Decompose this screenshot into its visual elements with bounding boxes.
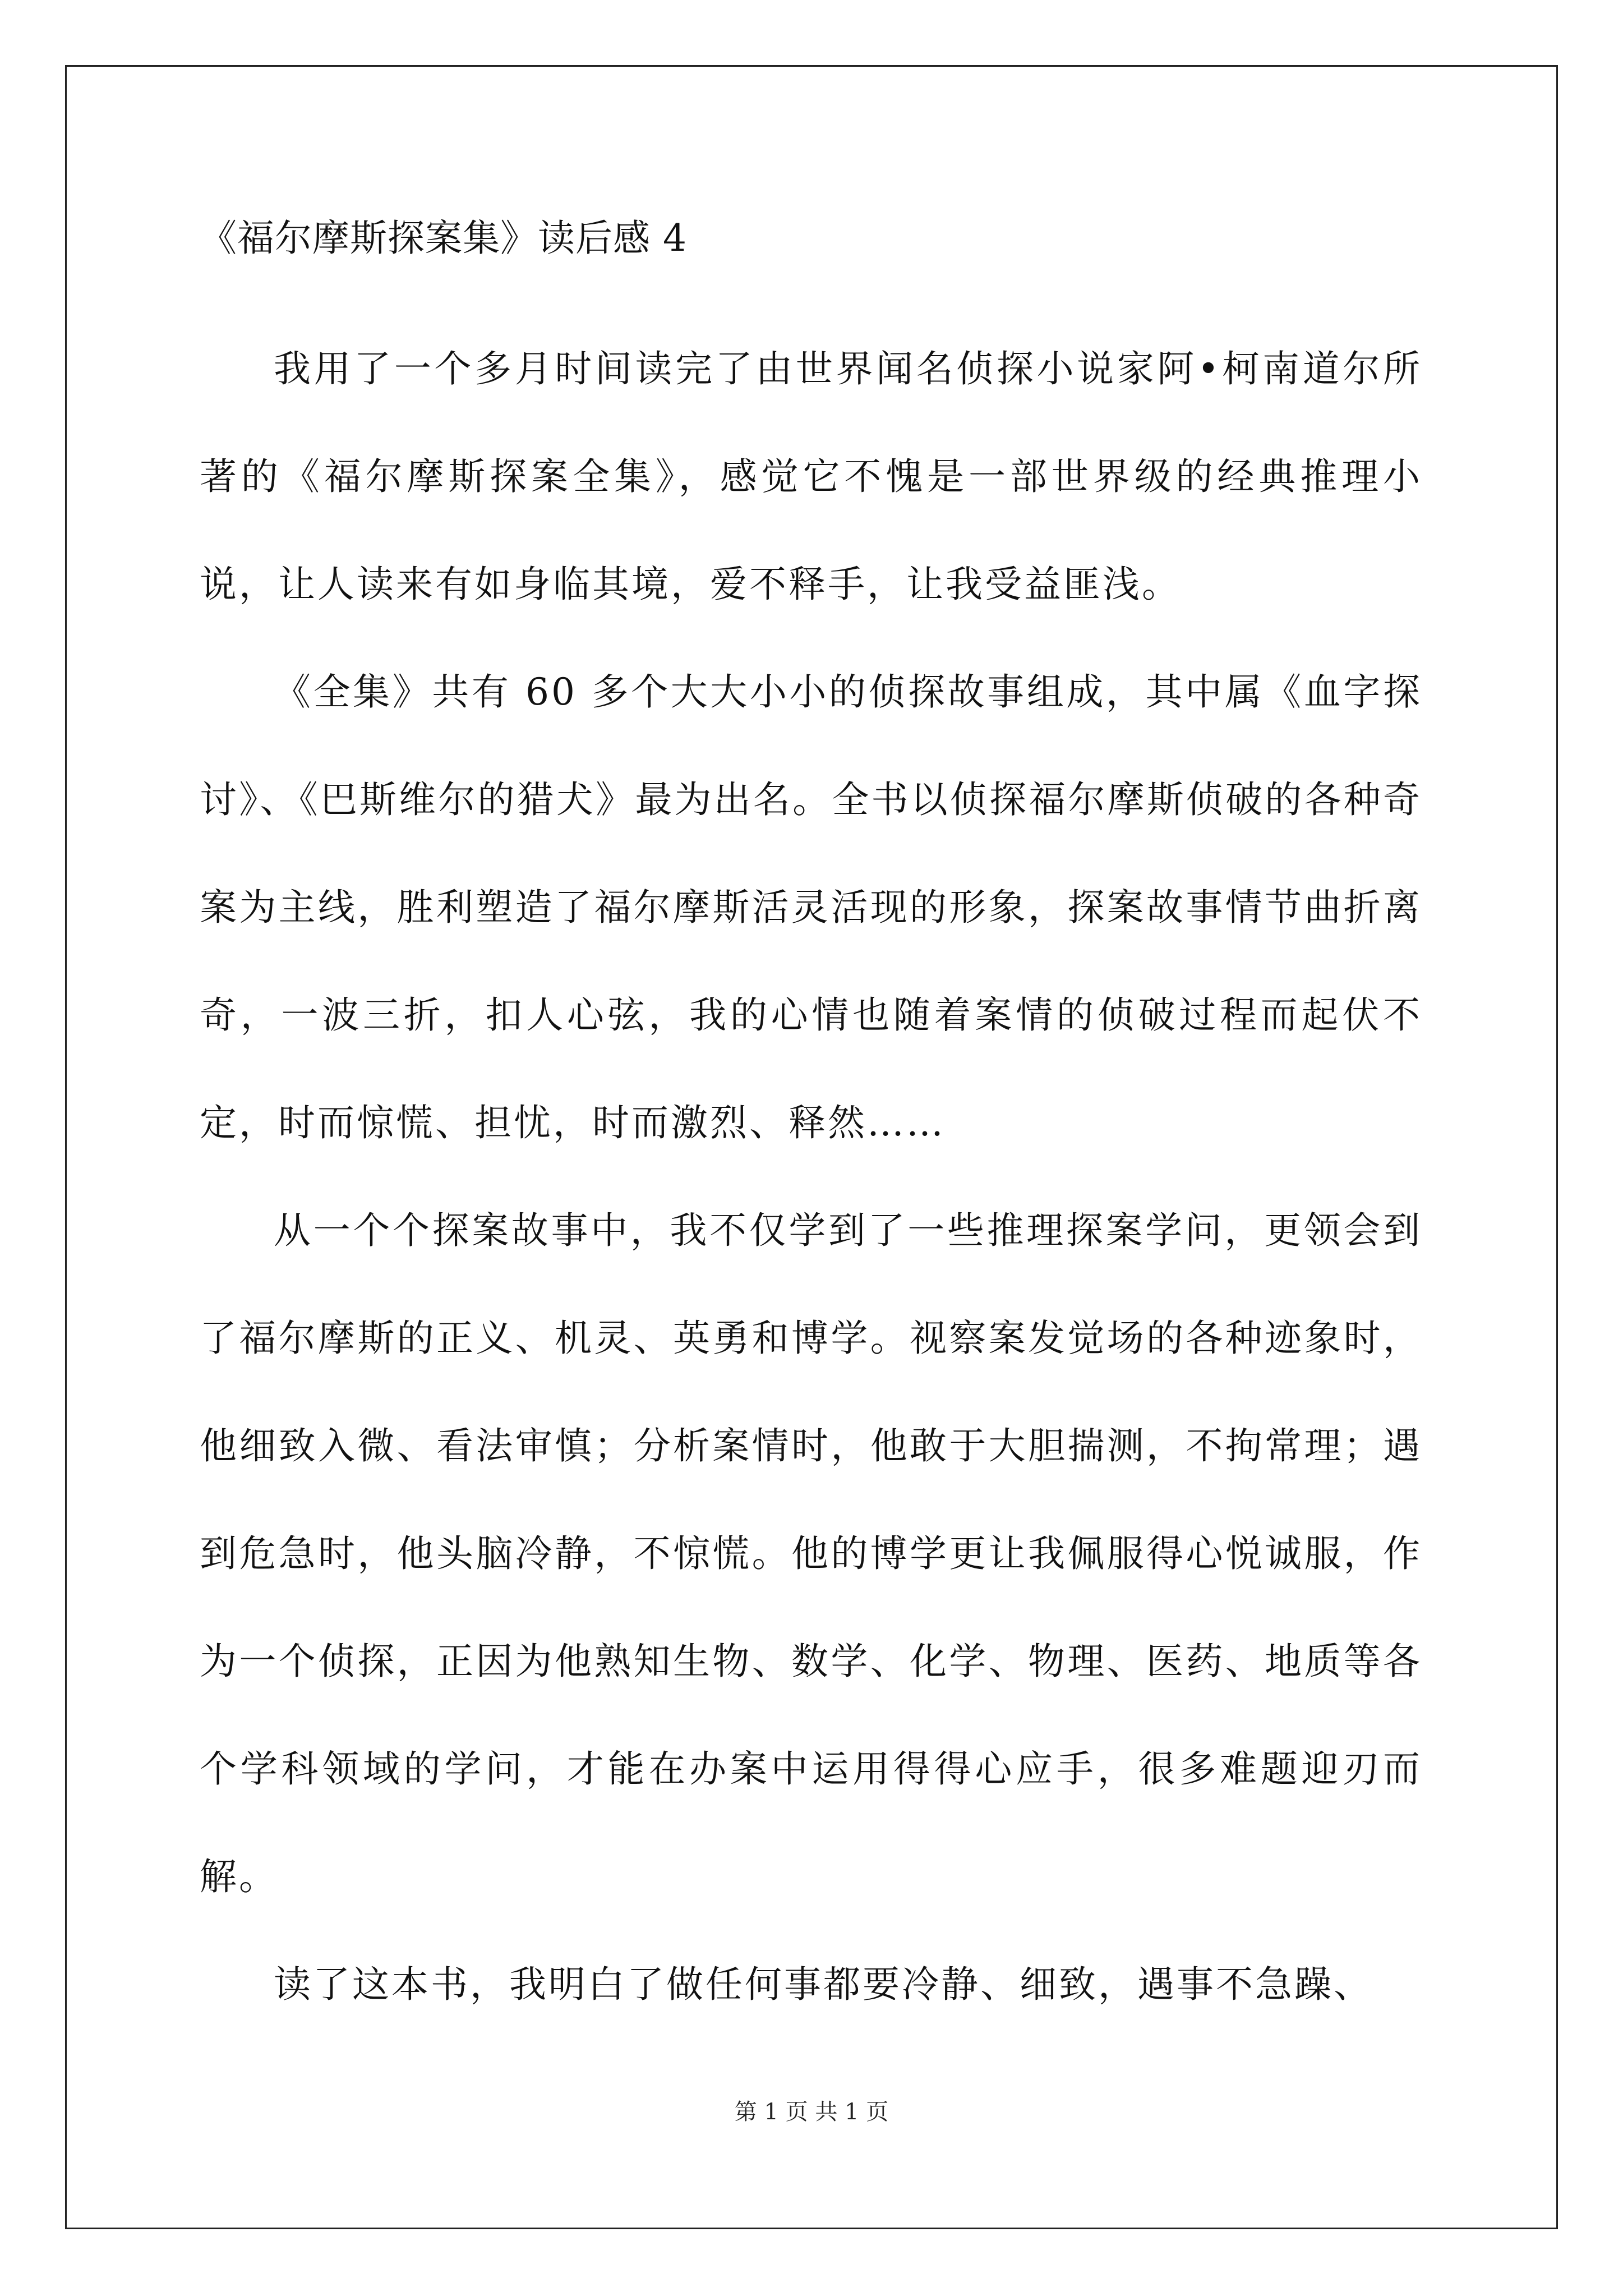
page-number-footer: 第 1 页 共 1 页 [734, 2099, 889, 2125]
paragraph-4: 读了这本书，我明白了做任何事都要冷静、细致，遇事不急躁、 [274, 1963, 1373, 2006]
document-title: 《福尔摩斯探案集》读后感 4 [200, 217, 687, 260]
document-body [200, 213, 1422, 2039]
paragraph-2: 《全集》共有 60 多个大大小小的侦探故事组成，其中属《血字探讨》、《巴斯维尔的猎犬》最为出名。全书以侦探福尔摩斯侦破的各种奇案为主线，胜利塑造了福尔摩斯活灵活现的形象，探案故事情节曲折离奇，一波三折，扣人心弦，我的心情也随着案情的侦破过程而起伏不定，时而惊慌、担忧，时而激烈、释然…… [200, 670, 1422, 1144]
paragraph-1: 我用了一个多月时间读完了由世界闻名侦探小说家阿•柯南道尔所著的《福尔摩斯探案全集》，感觉它不愧是一部世界级的经典推理小说，让人读来有如身临其境，爱不释手，让我受益匪浅。 [200, 347, 1422, 606]
paragraph-3: 从一个个探案故事中，我不仅学到了一些推理探案学问，更领会到了福尔摩斯的正义、机灵、英勇和博学。视察案发觉场的各种迹象时，他细致入微、看法审慎；分析案情时，他敢于大胆揣测，不拘常理；遇到危急时，他头脑冷静，不惊慌。他的博学更让我佩服得心悦诚服，作为一个侦探，正因为他熟知生物、数学、化学、物理、医药、地质等各个学科领域的学问，才能在办案中运用得得心应手，很多难题迎刃而解。 [200, 1209, 1422, 1898]
